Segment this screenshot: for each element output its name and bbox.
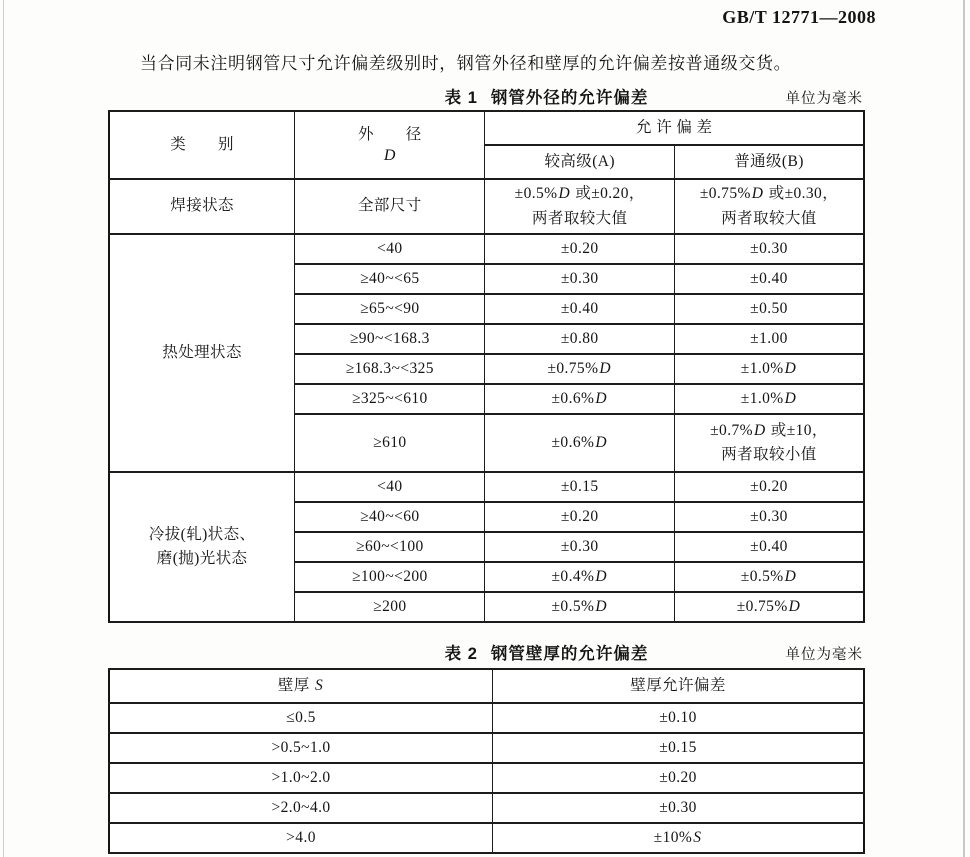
table1-outer-diameter-tolerances	[108, 110, 865, 623]
od-range-cell: ≥610	[295, 414, 485, 472]
table1-header-od-text: 外 径	[358, 125, 422, 143]
table-row	[109, 823, 864, 853]
grade-b-cell: ±1.0%D	[674, 384, 864, 414]
od-range-cell: ≥65~<90	[295, 294, 485, 324]
thickness-range-cell: ≤0.5	[109, 703, 493, 733]
grade-b-cell: ±0.5%D	[674, 562, 864, 592]
table1-caption-label: 表 1	[444, 89, 478, 107]
grade-a-cell: ±0.30	[485, 264, 675, 294]
standard-number: GB/T 12771—2008	[722, 7, 876, 27]
table1-unit-note: 单位为毫米	[785, 91, 863, 107]
grade-b-cell: ±0.40	[674, 532, 864, 562]
table1-header-grade-b: 普通级(B)	[674, 145, 864, 179]
thickness-range-cell: >1.0~2.0	[109, 763, 493, 793]
intro-paragraph: 当合同未注明钢管尺寸允许偏差级别时，钢管外径和壁厚的允许偏差按普通级交货。	[140, 54, 792, 73]
table1-header-row-1	[109, 111, 864, 145]
table-row	[109, 703, 864, 733]
thickness-range-cell: >4.0	[109, 823, 493, 853]
grade-a-cell: ±0.6%D	[485, 384, 675, 414]
grade-b-cell: ±0.75%D 或±0.30， 两者取较大值	[674, 179, 864, 234]
grade-a-cell: ±0.20	[485, 502, 675, 532]
table2-caption	[108, 640, 865, 664]
table-row	[109, 179, 864, 234]
grade-a-cell: ±0.30	[485, 532, 675, 562]
table1-caption-title: 钢管外径的允许偏差	[490, 89, 649, 107]
od-range-cell: ≥325~<610	[295, 384, 485, 414]
table2-caption-row	[108, 640, 865, 662]
grade-b-cell: ±0.30	[674, 502, 864, 532]
table1-header-grade-a: 较高级(A)	[485, 145, 675, 179]
category-cell: 冷拔(轧)状态、 磨(抛)光状态	[109, 472, 295, 622]
table2-caption-label: 表 2	[444, 645, 478, 663]
grade-a-cell: ±0.80	[485, 324, 675, 354]
grade-a-cell: ±0.6%D	[485, 414, 675, 472]
table2-unit-note: 单位为毫米	[785, 647, 863, 663]
grade-a-cell: ±0.15	[485, 472, 675, 502]
od-range-cell: <40	[295, 234, 485, 264]
grade-b-cell: ±0.20	[674, 472, 864, 502]
od-range-cell: ≥90~<168.3	[295, 324, 485, 354]
grade-b-cell: ±1.0%D	[674, 354, 864, 384]
tolerance-cell: ±0.30	[493, 793, 864, 823]
grade-a-cell: ±0.5%D 或±0.20， 两者取较大值	[485, 179, 675, 234]
tolerance-cell: ±0.10	[493, 703, 864, 733]
grade-b-cell: ±0.75%D	[674, 592, 864, 622]
table-row	[109, 763, 864, 793]
table2-header-row	[109, 669, 864, 703]
grade-a-cell: ±0.20	[485, 234, 675, 264]
grade-a-cell: ±0.5%D	[485, 592, 675, 622]
grade-b-cell: ±0.50	[674, 294, 864, 324]
tolerance-cell: ±0.15	[493, 733, 864, 763]
od-symbol: D	[383, 146, 396, 164]
table-row	[109, 234, 864, 264]
table1-caption	[108, 84, 865, 108]
od-range-cell: ≥60~<100	[295, 532, 485, 562]
table1-header-category: 类 别	[109, 111, 295, 179]
table2-header-thickness: 壁厚 S	[109, 669, 493, 703]
table1-header-od-symbol	[297, 146, 482, 165]
table1-header-tolerance: 允 许 偏 差	[485, 111, 864, 145]
scan-edge-left	[3, 0, 4, 857]
grade-a-cell: ±0.40	[485, 294, 675, 324]
tolerance-cell: ±10%S	[493, 823, 864, 853]
od-range-cell: 全部尺寸	[295, 179, 485, 234]
table2-header-tolerance: 壁厚允许偏差	[493, 669, 864, 703]
table2-wall-thickness-tolerances	[108, 668, 865, 854]
od-range-cell: ≥100~<200	[295, 562, 485, 592]
table2-caption-title: 钢管壁厚的允许偏差	[490, 645, 649, 663]
od-range-cell: ≥40~<65	[295, 264, 485, 294]
category-cell: 热处理状态	[109, 234, 295, 472]
grade-a-cell: ±0.4%D	[485, 562, 675, 592]
table1-header-od	[295, 111, 485, 179]
scan-edge-right	[963, 0, 965, 857]
table1-caption-row	[108, 84, 865, 106]
tolerance-cell: ±0.20	[493, 763, 864, 793]
od-range-cell: <40	[295, 472, 485, 502]
category-cell: 焊接状态	[109, 179, 295, 234]
od-range-cell: ≥168.3~<325	[295, 354, 485, 384]
thickness-range-cell: >2.0~4.0	[109, 793, 493, 823]
grade-a-cell: ±0.75%D	[485, 354, 675, 384]
grade-b-cell: ±0.30	[674, 234, 864, 264]
grade-b-cell: ±0.40	[674, 264, 864, 294]
table-row	[109, 793, 864, 823]
od-range-cell: ≥200	[295, 592, 485, 622]
table-row	[109, 733, 864, 763]
table-row	[109, 472, 864, 502]
thickness-range-cell: >0.5~1.0	[109, 733, 493, 763]
od-range-cell: ≥40~<60	[295, 502, 485, 532]
grade-b-cell: ±0.7%D 或±10， 两者取较小值	[674, 414, 864, 472]
grade-b-cell: ±1.00	[674, 324, 864, 354]
